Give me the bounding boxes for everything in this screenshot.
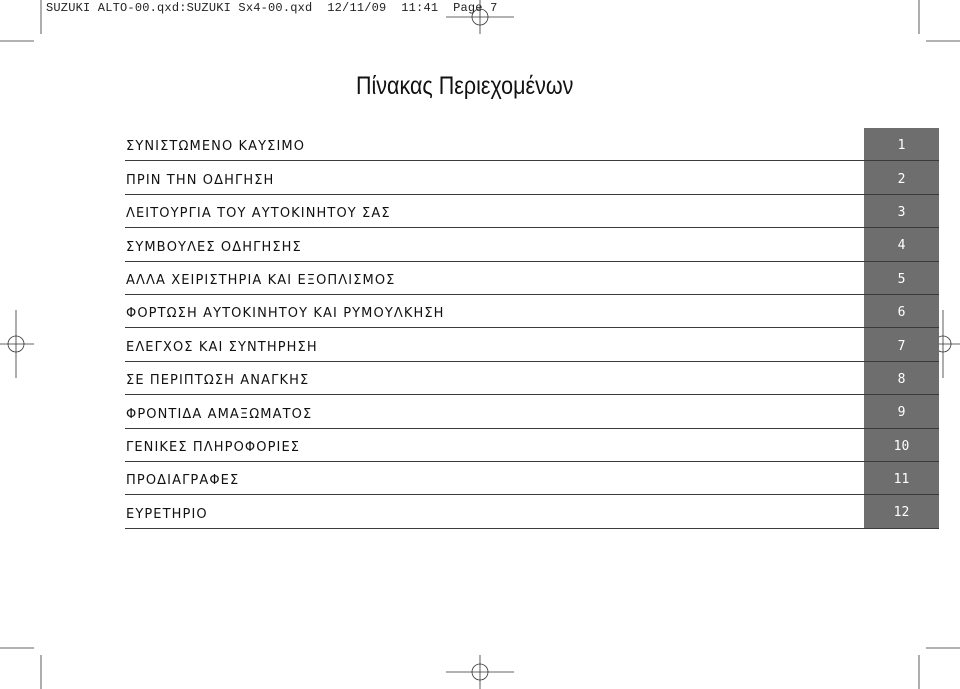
toc-row-before-driving[interactable] <box>125 161 939 194</box>
toc-chapter-number: 1 <box>864 128 939 160</box>
toc-label: ΠΡΟΔΙΑΓΡΑΦΕΣ <box>126 473 240 489</box>
toc-row-driving-tips[interactable] <box>125 228 939 261</box>
toc-chapter-number: 3 <box>864 195 939 227</box>
toc-row-recommended-fuel[interactable] <box>125 128 939 161</box>
toc-row-operating-vehicle[interactable] <box>125 195 939 228</box>
toc-label: ΛΕΙΤΟΥΡΓΙΑ ΤΟΥ ΑΥΤΟΚΙΝΗΤΟΥ ΣΑΣ <box>126 206 391 222</box>
toc-label: ΑΛΛΑ ΧΕΙΡΙΣΤΗΡΙΑ ΚΑΙ ΕΞΟΠΛΙΣΜΟΣ <box>126 272 396 288</box>
toc-label: ΕΛΕΓΧΟΣ ΚΑΙ ΣΥΝΤΗΡΗΣΗ <box>126 339 318 355</box>
toc-label: ΦΟΡΤΩΣΗ ΑΥΤΟΚΙΝΗΤΟΥ ΚΑΙ ΡΥΜΟΥΛΚΗΣΗ <box>126 306 445 322</box>
page-title: Πίνακας Περιεχομένων <box>356 72 574 100</box>
toc-label: ΣΕ ΠΕΡΙΠΤΩΣΗ ΑΝΑΓΚΗΣ <box>126 373 310 389</box>
toc-row-index[interactable] <box>125 495 939 528</box>
toc-row-general-information[interactable] <box>125 429 939 462</box>
toc-chapter-number: 10 <box>864 429 939 461</box>
toc-label: ΣΥΝΙΣΤΩΜΕΝΟ ΚΑΥΣΙΜΟ <box>126 139 306 155</box>
toc-chapter-number: 5 <box>864 262 939 294</box>
toc-chapter-number: 6 <box>864 295 939 327</box>
toc-chapter-number: 11 <box>864 462 939 494</box>
toc-label: ΓΕΝΙΚΕΣ ΠΛΗΡΟΦΟΡΙΕΣ <box>126 439 301 455</box>
toc-chapter-number: 4 <box>864 228 939 260</box>
registration-mark-bottom <box>446 655 514 689</box>
toc-row-other-controls[interactable] <box>125 262 939 295</box>
toc-label: ΕΥΡΕΤΗΡΙΟ <box>126 506 208 522</box>
registration-mark-left <box>0 310 34 378</box>
toc-chapter-number: 2 <box>864 161 939 193</box>
toc-row-emergency[interactable] <box>125 362 939 395</box>
toc-chapter-number: 12 <box>864 495 939 527</box>
table-of-contents <box>125 128 939 529</box>
toc-row-inspection-maintenance[interactable] <box>125 328 939 361</box>
toc-row-specifications[interactable] <box>125 462 939 495</box>
toc-chapter-number: 8 <box>864 362 939 394</box>
toc-chapter-number: 9 <box>864 395 939 427</box>
toc-row-loading-towing[interactable] <box>125 295 939 328</box>
toc-row-body-care[interactable] <box>125 395 939 428</box>
toc-chapter-number: 7 <box>864 328 939 360</box>
file-slug: SUZUKI ALTO-00.qxd:SUZUKI Sx4-00.qxd 12/11/09 11:41 Page 7 <box>46 1 498 15</box>
toc-label: ΣΥΜΒΟΥΛΕΣ ΟΔΗΓΗΣΗΣ <box>126 239 302 255</box>
toc-label: ΦΡΟΝΤΙΔΑ ΑΜΑΞΩΜΑΤΟΣ <box>126 406 313 422</box>
toc-label: ΠΡΙΝ ΤΗΝ ΟΔΗΓΗΣΗ <box>126 172 275 188</box>
